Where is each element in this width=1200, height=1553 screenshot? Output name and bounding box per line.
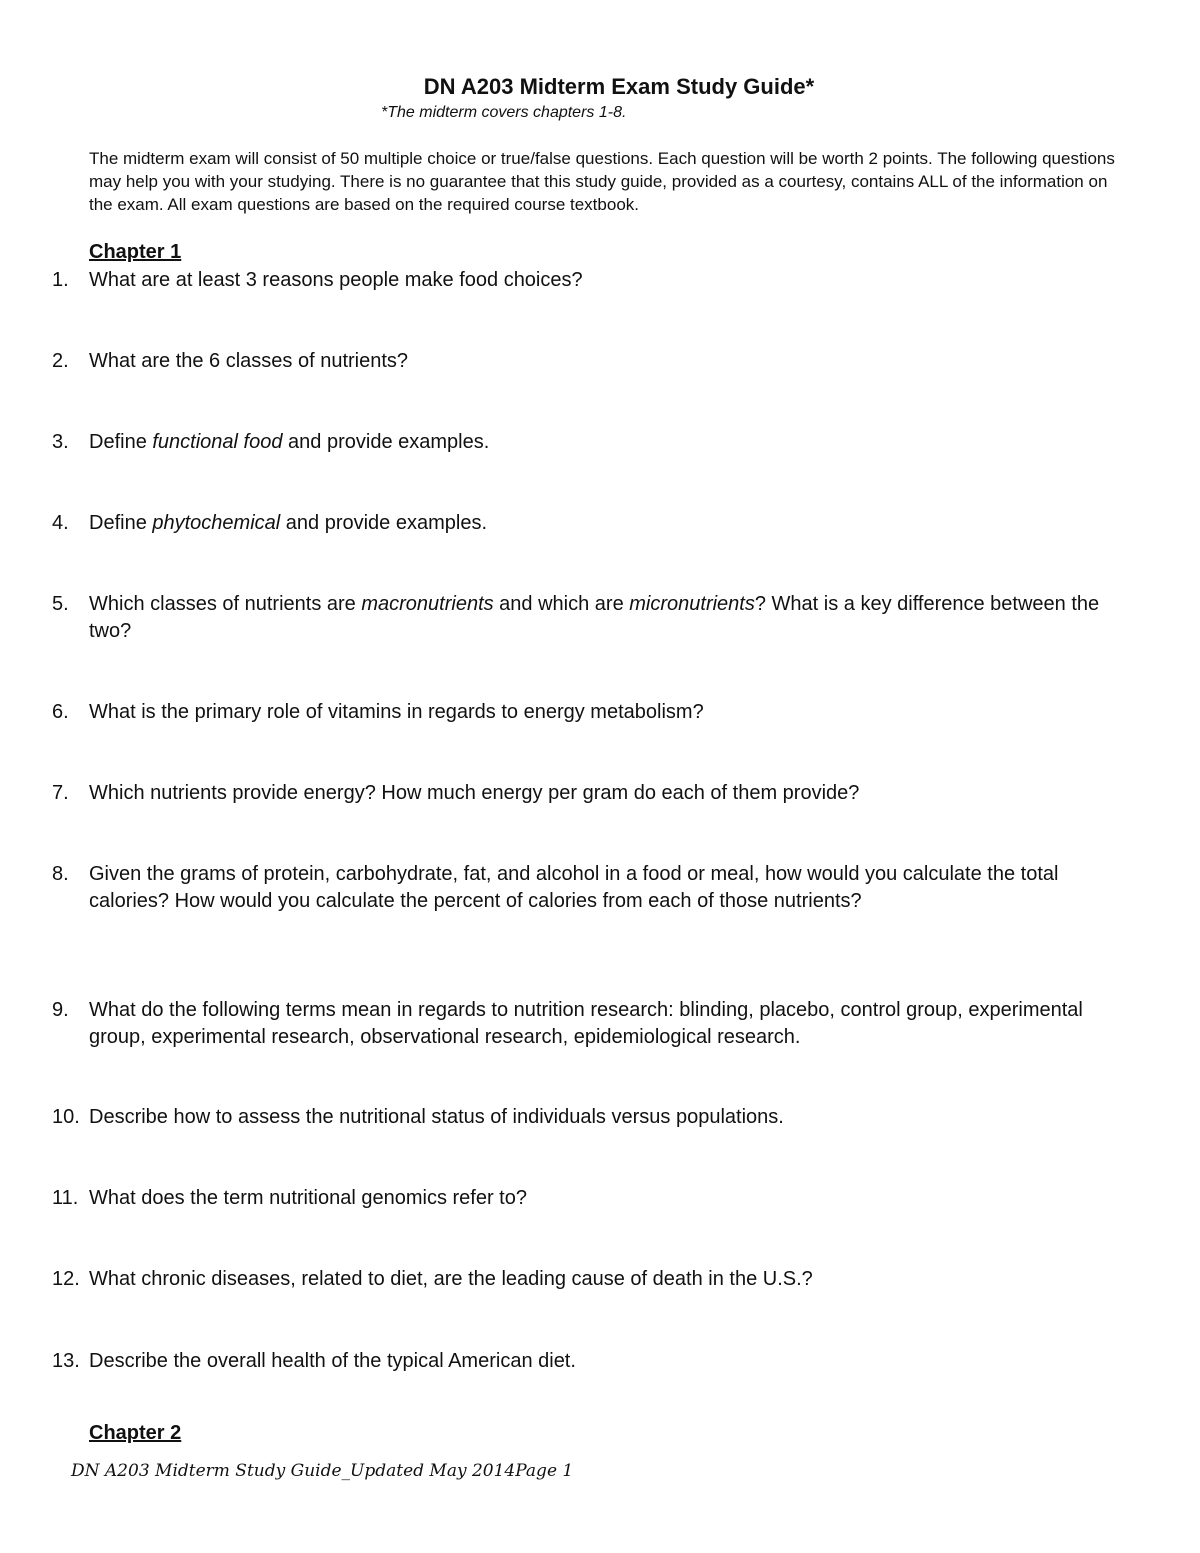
chapter-2-heading: Chapter 2 (89, 1422, 182, 1444)
question-text: Describe the overall health of the typical American diet. (89, 1350, 576, 1372)
question-number: 5. (52, 593, 69, 615)
term-emphasis: micronutrients (629, 593, 755, 615)
question-5 (52, 591, 1142, 645)
question-7 (52, 780, 1142, 807)
question-number: 11. (52, 1187, 79, 1209)
question-12 (52, 1266, 1142, 1293)
question-text: Which nutrients provide energy? How much energy per gram do each of them provide? (89, 782, 860, 804)
chapter-1-heading: Chapter 1 (89, 241, 182, 263)
question-number: 6. (52, 701, 69, 723)
document-subtitle: *The midterm covers chapters 1-8. (381, 104, 627, 121)
intro-paragraph: The midterm exam will consist of 50 multiple choice or true/false questions. Each question will be worth 2 points. The following questions may help you with your studying. There is no guarantee that this study guide, provided as a courtesy, contains ALL of the information on the exam. All exam questions are based on the required course textbook. (89, 149, 1115, 214)
question-text: Define functional food and provide examples. (89, 431, 490, 453)
question-2 (52, 348, 1142, 375)
question-9 (52, 997, 1142, 1051)
term-emphasis: functional food (152, 431, 283, 453)
question-number: 10. (52, 1106, 80, 1128)
question-6 (52, 699, 1142, 726)
question-number: 2. (52, 350, 69, 372)
question-1 (52, 267, 1142, 294)
question-text: What is the primary role of vitamins in regards to energy metabolism? (89, 701, 704, 723)
question-4 (52, 510, 1142, 537)
question-text: Describe how to assess the nutritional status of individuals versus populations. (89, 1106, 784, 1128)
question-number: 4. (52, 512, 69, 534)
question-number: 7. (52, 782, 69, 804)
question-3 (52, 429, 1142, 456)
document-title: DN A203 Midterm Exam Study Guide* (423, 74, 815, 99)
question-text: Define phytochemical and provide examples. (89, 512, 488, 534)
question-13 (52, 1348, 1142, 1375)
question-number: 13. (52, 1350, 80, 1372)
term-emphasis: macronutrients (361, 593, 494, 615)
question-text: Which classes of nutrients are macronutrients and which are micronutrients? What is a key difference between the two? (89, 593, 1100, 642)
question-number: 1. (52, 269, 69, 291)
term-emphasis: phytochemical (152, 512, 281, 534)
question-text: What do the following terms mean in regards to nutrition research: blinding, placebo, control group, experimental group, experimental research, observational research, epidemiological research. (89, 999, 1083, 1048)
question-11 (52, 1185, 1142, 1212)
question-number: 8. (52, 863, 69, 885)
question-text: Given the grams of protein, carbohydrate, fat, and alcohol in a food or meal, how would you calculate the total calories? How would you calculate the percent of calories from each of those nutrients? (89, 863, 1059, 912)
question-number: 12. (52, 1268, 80, 1290)
question-10 (52, 1104, 1142, 1131)
question-text: What are the 6 classes of nutrients? (89, 350, 409, 372)
question-text: What chronic diseases, related to diet, are the leading cause of death in the U.S.? (89, 1268, 813, 1290)
page-footer: DN A203 Midterm Study Guide_Updated May 2014Page 1 (71, 1461, 574, 1481)
question-number: 9. (52, 999, 69, 1021)
question-text: What does the term nutritional genomics refer to? (89, 1187, 527, 1209)
question-8 (52, 861, 1142, 915)
question-text: What are at least 3 reasons people make food choices? (89, 269, 583, 291)
question-number: 3. (52, 431, 69, 453)
